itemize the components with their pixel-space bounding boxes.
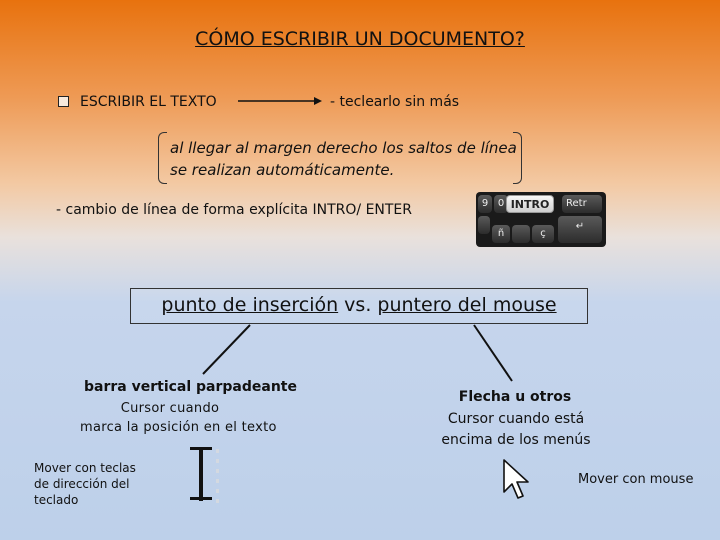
ibeam-cursor-icon [186, 445, 226, 507]
right-connector [474, 325, 512, 381]
left-title: barra vertical parpadeante [84, 379, 297, 395]
bullet-result: - teclearlo sin más [330, 94, 460, 110]
arrow-pointer-icon [502, 458, 532, 502]
right-note: Mover con mouse [578, 472, 694, 487]
mouse-pointer-label: puntero del mouse [377, 294, 557, 316]
enter-key: ↵ [558, 216, 602, 243]
key-intro: INTRO [506, 195, 554, 213]
left-note: Mover con teclas de dirección del teclado [34, 461, 136, 507]
key-retr: Retr [562, 195, 602, 213]
line-break-text: - cambio de línea de forma explícita INTRO/ ENTER [56, 202, 413, 218]
left-sub-1: Cursor cuando [120, 401, 220, 416]
key-c-cedilla: ç [532, 225, 554, 243]
key-n-tilde: ñ [492, 225, 510, 243]
bullet-text: ESCRIBIR EL TEXTO [80, 94, 217, 110]
note-line-2: se realizan automáticamente. [170, 161, 395, 179]
right-title: Flecha u otros [458, 389, 572, 405]
note-line-1: al llegar al margen derecho los saltos de línea [170, 139, 517, 157]
right-sub-1: Cursor cuando está [447, 411, 585, 427]
key-0: 0 [494, 195, 508, 213]
key-9: 9 [478, 195, 492, 213]
slide-title: CÓMO ESCRIBIR UN DOCUMENTO? [195, 28, 525, 50]
left-sub-2: marca la posición en el texto [80, 420, 277, 435]
left-connector [203, 325, 250, 374]
right-sub-2: encima de los menús [441, 432, 591, 448]
vs-label: vs. [338, 294, 378, 316]
insertion-point-label: punto de inserción [161, 294, 339, 316]
